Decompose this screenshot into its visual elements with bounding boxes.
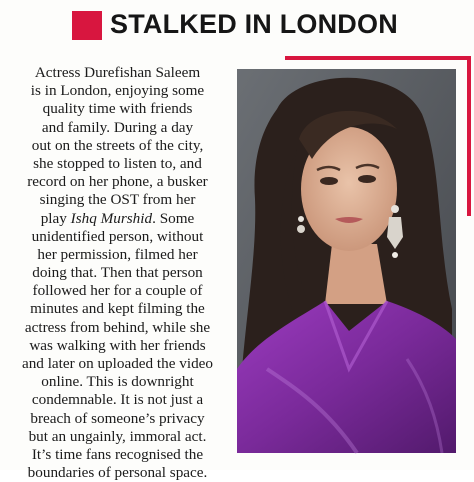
header	[0, 0, 474, 56]
article-text: she stopped to listen to, and	[33, 154, 202, 172]
article-line	[8, 228, 227, 246]
article-text: Actress Durefishan Saleem	[34, 64, 201, 81]
article-line	[8, 246, 227, 264]
article-text: is in London, enjoying some	[30, 82, 205, 100]
article-text: minutes and kept filming the	[30, 300, 205, 318]
actress-photo	[237, 69, 456, 453]
article-text: breach of someone’s privacy	[30, 409, 205, 427]
article-line	[8, 428, 227, 446]
red-square-icon	[72, 11, 102, 40]
article-text: but an ungainly, immoral act.	[28, 427, 207, 445]
article-line	[8, 282, 227, 300]
article-text: online. This is downright	[41, 373, 194, 391]
article-line	[8, 410, 227, 428]
article-text: doing that. Then that person	[32, 264, 203, 282]
article-line	[8, 373, 227, 391]
article-body	[8, 64, 227, 482]
article-line	[8, 391, 227, 409]
article-line	[8, 300, 227, 318]
article-text: It’s time fans recognised the	[31, 445, 204, 463]
page-title: STALKED IN LONDON	[110, 9, 398, 39]
article-text: unidentified person, without	[31, 227, 204, 245]
article-text: quality time with friends	[42, 100, 193, 118]
article-text: singing the OST from her	[39, 191, 196, 209]
article-line	[8, 191, 227, 209]
article-text: . Some	[152, 209, 195, 227]
article-text: and later on uploaded the video	[21, 355, 214, 372]
article-text: play	[40, 209, 71, 227]
article-line	[8, 446, 227, 464]
article-text: and family. During a day	[41, 118, 194, 136]
article-text: out on the streets of the city,	[31, 136, 204, 154]
article-line	[8, 82, 227, 100]
article-line	[8, 355, 227, 373]
article-line	[8, 119, 227, 137]
neck	[325, 244, 387, 304]
article-line	[8, 337, 227, 355]
left-eye	[320, 177, 338, 185]
article-text: record on her phone, a busker	[27, 173, 208, 191]
article-text: actress from behind, while she	[24, 318, 211, 336]
article-line	[8, 155, 227, 173]
article-line	[8, 173, 227, 191]
article-text: condemnable. It is not just a	[31, 391, 204, 409]
article-line	[8, 137, 227, 155]
article-text: her permission, filmed her	[37, 245, 198, 263]
article-line	[8, 264, 227, 282]
article-line	[8, 100, 227, 118]
actress-photo-illustration	[237, 69, 456, 453]
article-text: was walking with her friends	[29, 336, 206, 354]
article-line	[8, 64, 227, 82]
article-line	[8, 464, 227, 482]
play-title: Ishq Murshid	[70, 209, 153, 227]
article-line	[8, 210, 227, 228]
article-text: boundaries of personal space.	[27, 464, 208, 482]
article-text: followed her for a couple of	[32, 282, 203, 300]
right-eye	[358, 175, 376, 183]
article-line	[8, 319, 227, 337]
